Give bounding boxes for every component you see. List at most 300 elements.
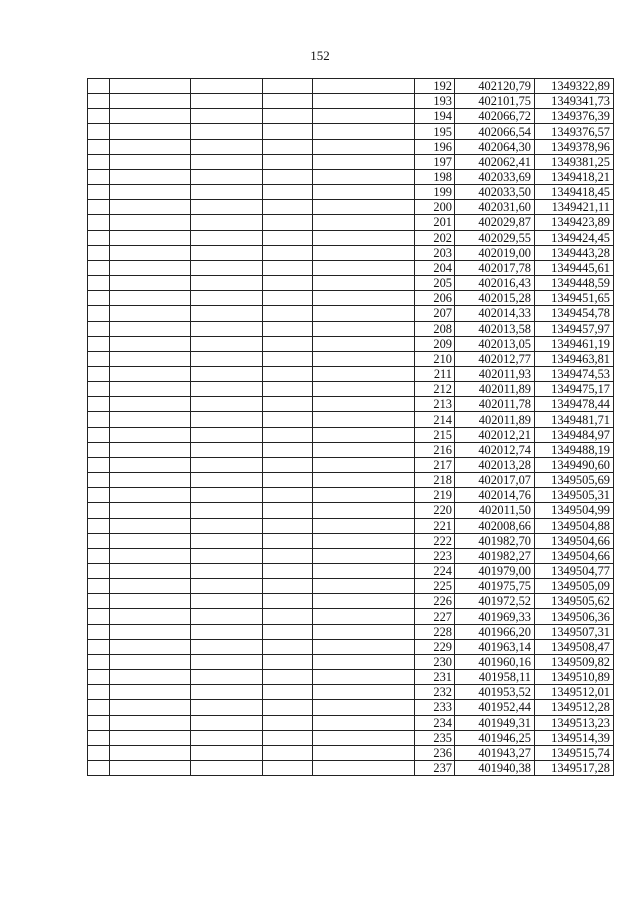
empty-cell: [263, 700, 313, 715]
empty-cell: [110, 518, 191, 533]
x-coordinate-cell: 402101,75: [455, 94, 535, 109]
table-row: [88, 124, 614, 139]
empty-cell: [88, 473, 110, 488]
y-coordinate-cell: 1349505,31: [535, 488, 614, 503]
empty-cell: [88, 639, 110, 654]
empty-cell: [110, 306, 191, 321]
empty-cell: [313, 609, 415, 624]
empty-cell: [191, 503, 263, 518]
table-row: [88, 609, 614, 624]
empty-cell: [191, 79, 263, 94]
empty-cell: [313, 200, 415, 215]
table-row: [88, 306, 614, 321]
empty-cell: [191, 427, 263, 442]
empty-cell: [313, 351, 415, 366]
empty-cell: [263, 548, 313, 563]
empty-cell: [191, 397, 263, 412]
point-number-cell: 205: [415, 276, 455, 291]
x-coordinate-cell: 401982,70: [455, 533, 535, 548]
empty-cell: [263, 715, 313, 730]
x-coordinate-cell: 402011,93: [455, 366, 535, 381]
table-row: [88, 639, 614, 654]
table-row: [88, 715, 614, 730]
empty-cell: [263, 594, 313, 609]
empty-cell: [191, 745, 263, 760]
empty-cell: [313, 761, 415, 776]
empty-cell: [88, 518, 110, 533]
y-coordinate-cell: 1349475,17: [535, 382, 614, 397]
empty-cell: [110, 670, 191, 685]
table-row: [88, 139, 614, 154]
point-number-cell: 195: [415, 124, 455, 139]
empty-cell: [88, 185, 110, 200]
table-row: [88, 745, 614, 760]
y-coordinate-cell: 1349418,45: [535, 185, 614, 200]
empty-cell: [191, 215, 263, 230]
x-coordinate-cell: 402008,66: [455, 518, 535, 533]
empty-cell: [110, 109, 191, 124]
empty-cell: [313, 169, 415, 184]
empty-cell: [88, 260, 110, 275]
empty-cell: [263, 321, 313, 336]
point-number-cell: 232: [415, 685, 455, 700]
y-coordinate-cell: 1349322,89: [535, 79, 614, 94]
empty-cell: [110, 230, 191, 245]
empty-cell: [313, 639, 415, 654]
empty-cell: [191, 564, 263, 579]
empty-cell: [263, 215, 313, 230]
y-coordinate-cell: 1349506,36: [535, 609, 614, 624]
x-coordinate-cell: 401966,20: [455, 624, 535, 639]
empty-cell: [88, 245, 110, 260]
table-row: [88, 336, 614, 351]
empty-cell: [313, 306, 415, 321]
empty-cell: [263, 639, 313, 654]
empty-cell: [88, 715, 110, 730]
x-coordinate-cell: 402033,50: [455, 185, 535, 200]
empty-cell: [191, 366, 263, 381]
empty-cell: [313, 397, 415, 412]
table-row: [88, 564, 614, 579]
empty-cell: [110, 412, 191, 427]
point-number-cell: 227: [415, 609, 455, 624]
empty-cell: [313, 654, 415, 669]
empty-cell: [263, 427, 313, 442]
y-coordinate-cell: 1349504,99: [535, 503, 614, 518]
empty-cell: [88, 306, 110, 321]
empty-cell: [110, 700, 191, 715]
empty-cell: [110, 457, 191, 472]
empty-cell: [191, 200, 263, 215]
point-number-cell: 212: [415, 382, 455, 397]
point-number-cell: 225: [415, 579, 455, 594]
x-coordinate-cell: 402017,78: [455, 260, 535, 275]
empty-cell: [191, 533, 263, 548]
table-row: [88, 200, 614, 215]
empty-cell: [110, 154, 191, 169]
table-row: [88, 670, 614, 685]
empty-cell: [110, 533, 191, 548]
empty-cell: [313, 700, 415, 715]
point-number-cell: 210: [415, 351, 455, 366]
coordinates-table: [87, 78, 614, 776]
y-coordinate-cell: 1349454,78: [535, 306, 614, 321]
empty-cell: [110, 745, 191, 760]
y-coordinate-cell: 1349461,19: [535, 336, 614, 351]
empty-cell: [263, 609, 313, 624]
x-coordinate-cell: 401958,11: [455, 670, 535, 685]
y-coordinate-cell: 1349513,23: [535, 715, 614, 730]
empty-cell: [191, 154, 263, 169]
point-number-cell: 219: [415, 488, 455, 503]
y-coordinate-cell: 1349517,28: [535, 761, 614, 776]
empty-cell: [191, 291, 263, 306]
table-row: [88, 94, 614, 109]
x-coordinate-cell: 401946,25: [455, 730, 535, 745]
empty-cell: [88, 457, 110, 472]
empty-cell: [313, 291, 415, 306]
table-row: [88, 321, 614, 336]
empty-cell: [110, 124, 191, 139]
point-number-cell: 209: [415, 336, 455, 351]
table-row: [88, 518, 614, 533]
empty-cell: [263, 761, 313, 776]
empty-cell: [263, 94, 313, 109]
empty-cell: [88, 230, 110, 245]
empty-cell: [191, 457, 263, 472]
empty-cell: [88, 670, 110, 685]
x-coordinate-cell: 401982,27: [455, 548, 535, 563]
y-coordinate-cell: 1349378,96: [535, 139, 614, 154]
x-coordinate-cell: 401963,14: [455, 639, 535, 654]
point-number-cell: 206: [415, 291, 455, 306]
empty-cell: [191, 639, 263, 654]
y-coordinate-cell: 1349463,81: [535, 351, 614, 366]
table-row: [88, 351, 614, 366]
point-number-cell: 203: [415, 245, 455, 260]
point-number-cell: 217: [415, 457, 455, 472]
table-row: [88, 548, 614, 563]
y-coordinate-cell: 1349341,73: [535, 94, 614, 109]
empty-cell: [88, 412, 110, 427]
x-coordinate-cell: 402012,77: [455, 351, 535, 366]
empty-cell: [191, 260, 263, 275]
empty-cell: [313, 745, 415, 760]
empty-cell: [263, 245, 313, 260]
empty-cell: [88, 624, 110, 639]
point-number-cell: 222: [415, 533, 455, 548]
empty-cell: [110, 215, 191, 230]
empty-cell: [263, 579, 313, 594]
point-number-cell: 211: [415, 366, 455, 381]
empty-cell: [110, 382, 191, 397]
empty-cell: [313, 715, 415, 730]
empty-cell: [110, 397, 191, 412]
empty-cell: [263, 412, 313, 427]
y-coordinate-cell: 1349504,66: [535, 533, 614, 548]
empty-cell: [263, 79, 313, 94]
y-coordinate-cell: 1349508,47: [535, 639, 614, 654]
point-number-cell: 236: [415, 745, 455, 760]
table-row: [88, 397, 614, 412]
table-row: [88, 215, 614, 230]
table-row: [88, 412, 614, 427]
y-coordinate-cell: 1349451,65: [535, 291, 614, 306]
point-number-cell: 230: [415, 654, 455, 669]
x-coordinate-cell: 402011,89: [455, 412, 535, 427]
empty-cell: [263, 564, 313, 579]
y-coordinate-cell: 1349448,59: [535, 276, 614, 291]
x-coordinate-cell: 402013,05: [455, 336, 535, 351]
empty-cell: [313, 382, 415, 397]
table-row: [88, 761, 614, 776]
empty-cell: [110, 94, 191, 109]
empty-cell: [88, 94, 110, 109]
table-row: [88, 245, 614, 260]
x-coordinate-cell: 402019,00: [455, 245, 535, 260]
empty-cell: [313, 185, 415, 200]
table-row: [88, 442, 614, 457]
x-coordinate-cell: 401969,33: [455, 609, 535, 624]
empty-cell: [313, 109, 415, 124]
empty-cell: [263, 169, 313, 184]
empty-cell: [110, 473, 191, 488]
x-coordinate-cell: 401952,44: [455, 700, 535, 715]
empty-cell: [191, 761, 263, 776]
x-coordinate-cell: 402011,78: [455, 397, 535, 412]
empty-cell: [88, 548, 110, 563]
empty-cell: [110, 685, 191, 700]
point-number-cell: 216: [415, 442, 455, 457]
empty-cell: [191, 230, 263, 245]
point-number-cell: 200: [415, 200, 455, 215]
table-row: [88, 260, 614, 275]
empty-cell: [263, 351, 313, 366]
point-number-cell: 228: [415, 624, 455, 639]
empty-cell: [110, 488, 191, 503]
empty-cell: [110, 730, 191, 745]
empty-cell: [313, 670, 415, 685]
empty-cell: [263, 139, 313, 154]
table-row: [88, 185, 614, 200]
empty-cell: [263, 230, 313, 245]
empty-cell: [88, 761, 110, 776]
empty-cell: [191, 124, 263, 139]
empty-cell: [88, 351, 110, 366]
table-row: [88, 427, 614, 442]
empty-cell: [313, 260, 415, 275]
empty-cell: [313, 79, 415, 94]
empty-cell: [110, 594, 191, 609]
y-coordinate-cell: 1349488,19: [535, 442, 614, 457]
empty-cell: [110, 79, 191, 94]
point-number-cell: 201: [415, 215, 455, 230]
x-coordinate-cell: 401979,00: [455, 564, 535, 579]
empty-cell: [88, 427, 110, 442]
empty-cell: [88, 397, 110, 412]
table-row: [88, 109, 614, 124]
empty-cell: [110, 336, 191, 351]
y-coordinate-cell: 1349507,31: [535, 624, 614, 639]
empty-cell: [88, 730, 110, 745]
empty-cell: [88, 124, 110, 139]
empty-cell: [191, 670, 263, 685]
table-row: [88, 230, 614, 245]
empty-cell: [263, 154, 313, 169]
x-coordinate-cell: 402031,60: [455, 200, 535, 215]
empty-cell: [88, 579, 110, 594]
empty-cell: [263, 366, 313, 381]
empty-cell: [313, 230, 415, 245]
y-coordinate-cell: 1349457,97: [535, 321, 614, 336]
empty-cell: [313, 564, 415, 579]
empty-cell: [263, 745, 313, 760]
x-coordinate-cell: 402011,89: [455, 382, 535, 397]
empty-cell: [88, 685, 110, 700]
empty-cell: [313, 427, 415, 442]
empty-cell: [110, 276, 191, 291]
empty-cell: [191, 700, 263, 715]
x-coordinate-cell: 402062,41: [455, 154, 535, 169]
point-number-cell: 194: [415, 109, 455, 124]
table-row: [88, 169, 614, 184]
x-coordinate-cell: 402012,21: [455, 427, 535, 442]
table-row: [88, 276, 614, 291]
point-number-cell: 220: [415, 503, 455, 518]
empty-cell: [88, 366, 110, 381]
empty-cell: [263, 124, 313, 139]
empty-cell: [313, 548, 415, 563]
x-coordinate-cell: 402017,07: [455, 473, 535, 488]
empty-cell: [191, 245, 263, 260]
table-row: [88, 685, 614, 700]
empty-cell: [313, 276, 415, 291]
empty-cell: [110, 609, 191, 624]
point-number-cell: 199: [415, 185, 455, 200]
y-coordinate-cell: 1349423,89: [535, 215, 614, 230]
empty-cell: [313, 624, 415, 639]
empty-cell: [191, 382, 263, 397]
empty-cell: [88, 700, 110, 715]
empty-cell: [88, 442, 110, 457]
empty-cell: [88, 382, 110, 397]
point-number-cell: 198: [415, 169, 455, 184]
empty-cell: [110, 245, 191, 260]
x-coordinate-cell: 402029,55: [455, 230, 535, 245]
point-number-cell: 223: [415, 548, 455, 563]
empty-cell: [191, 306, 263, 321]
empty-cell: [263, 654, 313, 669]
empty-cell: [88, 488, 110, 503]
empty-cell: [263, 518, 313, 533]
empty-cell: [263, 473, 313, 488]
empty-cell: [263, 306, 313, 321]
empty-cell: [110, 260, 191, 275]
empty-cell: [88, 79, 110, 94]
point-number-cell: 224: [415, 564, 455, 579]
y-coordinate-cell: 1349445,61: [535, 260, 614, 275]
empty-cell: [88, 503, 110, 518]
y-coordinate-cell: 1349505,69: [535, 473, 614, 488]
empty-cell: [313, 124, 415, 139]
y-coordinate-cell: 1349484,97: [535, 427, 614, 442]
table-row: [88, 654, 614, 669]
empty-cell: [110, 351, 191, 366]
empty-cell: [313, 579, 415, 594]
empty-cell: [88, 594, 110, 609]
empty-cell: [263, 276, 313, 291]
empty-cell: [88, 109, 110, 124]
point-number-cell: 231: [415, 670, 455, 685]
y-coordinate-cell: 1349376,57: [535, 124, 614, 139]
point-number-cell: 229: [415, 639, 455, 654]
empty-cell: [263, 503, 313, 518]
empty-cell: [191, 685, 263, 700]
empty-cell: [88, 609, 110, 624]
empty-cell: [191, 442, 263, 457]
point-number-cell: 221: [415, 518, 455, 533]
x-coordinate-cell: 402120,79: [455, 79, 535, 94]
table-row: [88, 382, 614, 397]
empty-cell: [263, 109, 313, 124]
y-coordinate-cell: 1349421,11: [535, 200, 614, 215]
empty-cell: [191, 185, 263, 200]
empty-cell: [110, 291, 191, 306]
y-coordinate-cell: 1349509,82: [535, 654, 614, 669]
empty-cell: [88, 215, 110, 230]
empty-cell: [88, 200, 110, 215]
empty-cell: [313, 215, 415, 230]
y-coordinate-cell: 1349505,09: [535, 579, 614, 594]
empty-cell: [263, 442, 313, 457]
point-number-cell: 196: [415, 139, 455, 154]
point-number-cell: 218: [415, 473, 455, 488]
empty-cell: [110, 639, 191, 654]
empty-cell: [110, 169, 191, 184]
empty-cell: [263, 260, 313, 275]
empty-cell: [191, 730, 263, 745]
empty-cell: [88, 276, 110, 291]
empty-cell: [313, 154, 415, 169]
empty-cell: [263, 624, 313, 639]
x-coordinate-cell: 402029,87: [455, 215, 535, 230]
empty-cell: [110, 427, 191, 442]
empty-cell: [110, 185, 191, 200]
empty-cell: [263, 670, 313, 685]
empty-cell: [263, 730, 313, 745]
empty-cell: [263, 200, 313, 215]
x-coordinate-cell: 402013,58: [455, 321, 535, 336]
x-coordinate-cell: 401960,16: [455, 654, 535, 669]
empty-cell: [191, 609, 263, 624]
empty-cell: [88, 533, 110, 548]
point-number-cell: 234: [415, 715, 455, 730]
x-coordinate-cell: 401949,31: [455, 715, 535, 730]
y-coordinate-cell: 1349515,74: [535, 745, 614, 760]
empty-cell: [313, 94, 415, 109]
y-coordinate-cell: 1349514,39: [535, 730, 614, 745]
x-coordinate-cell: 402064,30: [455, 139, 535, 154]
empty-cell: [191, 109, 263, 124]
y-coordinate-cell: 1349490,60: [535, 457, 614, 472]
empty-cell: [263, 488, 313, 503]
empty-cell: [191, 169, 263, 184]
empty-cell: [191, 654, 263, 669]
table-row: [88, 579, 614, 594]
empty-cell: [263, 291, 313, 306]
empty-cell: [110, 654, 191, 669]
empty-cell: [263, 397, 313, 412]
